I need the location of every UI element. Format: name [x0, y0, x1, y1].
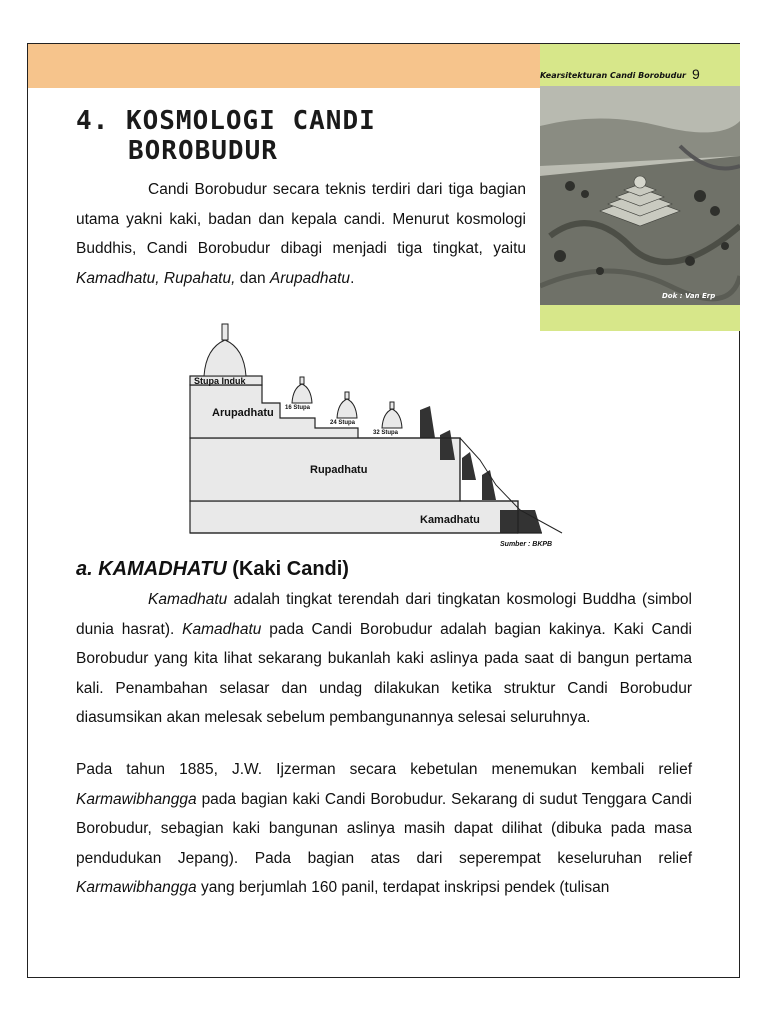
term-kamadhatu-1: Kamadhatu — [148, 591, 228, 608]
running-title: Kearsitekturan Candi Borobudur — [540, 71, 686, 80]
intro-term-arupadhatu: Arupadhatu — [269, 269, 351, 287]
intro-end: . — [350, 269, 355, 287]
label-16-stupa: 16 Stupa — [285, 405, 311, 411]
photo-credit: Dok : Van Erp — [662, 292, 716, 300]
body2-text2: pada bagian kaki Candi Borobudur. Sekarang di sudut Tenggara Candi Borobudur, sebagian kaki bangunan aslinya masih dapat dilihat (dibuka pada masa pendudukan Jepang). Pada bagian atas dari seperempat keseluruhan relief — [76, 790, 692, 867]
ijzerman-paragraph — [76, 755, 692, 903]
label-kamadhatu: Kamadhatu — [420, 514, 480, 526]
main-stupa-spire — [222, 324, 228, 340]
body2-text1: Pada tahun 1885, J.W. Ijzerman secara kebetulan menemukan kembali relief — [76, 761, 692, 778]
body2-text3: yang berjumlah 160 panil, terdapat inskripsi pendek (tulisan — [196, 879, 610, 896]
section-title-line2: BOROBUDUR — [128, 136, 278, 166]
kamadhatu-paragraph — [76, 585, 692, 733]
intro-text: Candi Borobudur secara teknis terdiri dari tiga bagian utama yakni kaki, badan dan kepala candi. Menurut kosmologi Buddhis, Candi Borobudur dibagi menjadi tiga tingkat, yaitu — [76, 181, 526, 257]
diagram-source: Sumber : BKPB — [500, 541, 553, 548]
term-kamadhatu-2: Kamadhatu — [182, 620, 262, 638]
subsection-title-term: a. KAMADHATU — [76, 558, 227, 580]
intro-paragraph — [76, 175, 526, 293]
term-karmawibhangga-2: Karmawibhangga — [76, 879, 197, 896]
stupa-16 — [292, 384, 312, 403]
intro-connector: dan — [235, 269, 270, 287]
intro-terms: Kamadhatu, Rupahatu, — [76, 269, 236, 287]
subsection-title — [76, 558, 349, 581]
label-32-stupa: 32 Stupa — [373, 430, 399, 436]
body1-text1: adalah tingkat terendah dari tingkatan kosmologi Buddha (simbol dunia hasrat). — [76, 591, 692, 638]
header-band — [28, 44, 540, 88]
body1-text2: pada Candi Borobudur adalah bagian kakinya. Kaki Candi Borobudur yang kita lihat sekarang bukanlah kaki aslinya pada saat di bangun pertama kali. Penambahan selasar dan undag dilakukan ketika struktur Candi Borobudur diasumsikan akan melesak sebelum pembangunannya selesai seluruhnya. — [76, 620, 693, 726]
stupa-24 — [337, 399, 357, 418]
section-title-line1: 4. KOSMOLOGI CANDI — [76, 106, 376, 136]
borobudur-aerial-photo — [540, 86, 740, 305]
main-stupa — [204, 340, 246, 376]
cosmology-diagram — [180, 310, 570, 555]
label-arupadhatu: Arupadhatu — [212, 407, 274, 419]
label-24-stupa: 24 Stupa — [330, 420, 356, 426]
stupa-32 — [382, 409, 402, 428]
subsection-title-suffix: (Kaki Candi) — [226, 558, 349, 580]
term-karmawibhangga-1: Karmawibhangga — [76, 790, 197, 808]
label-rupadhatu: Rupadhatu — [310, 464, 368, 476]
label-stupa-induk: Stupa Induk — [194, 376, 246, 386]
section-title — [76, 106, 376, 166]
page-number: 9 — [692, 66, 700, 82]
